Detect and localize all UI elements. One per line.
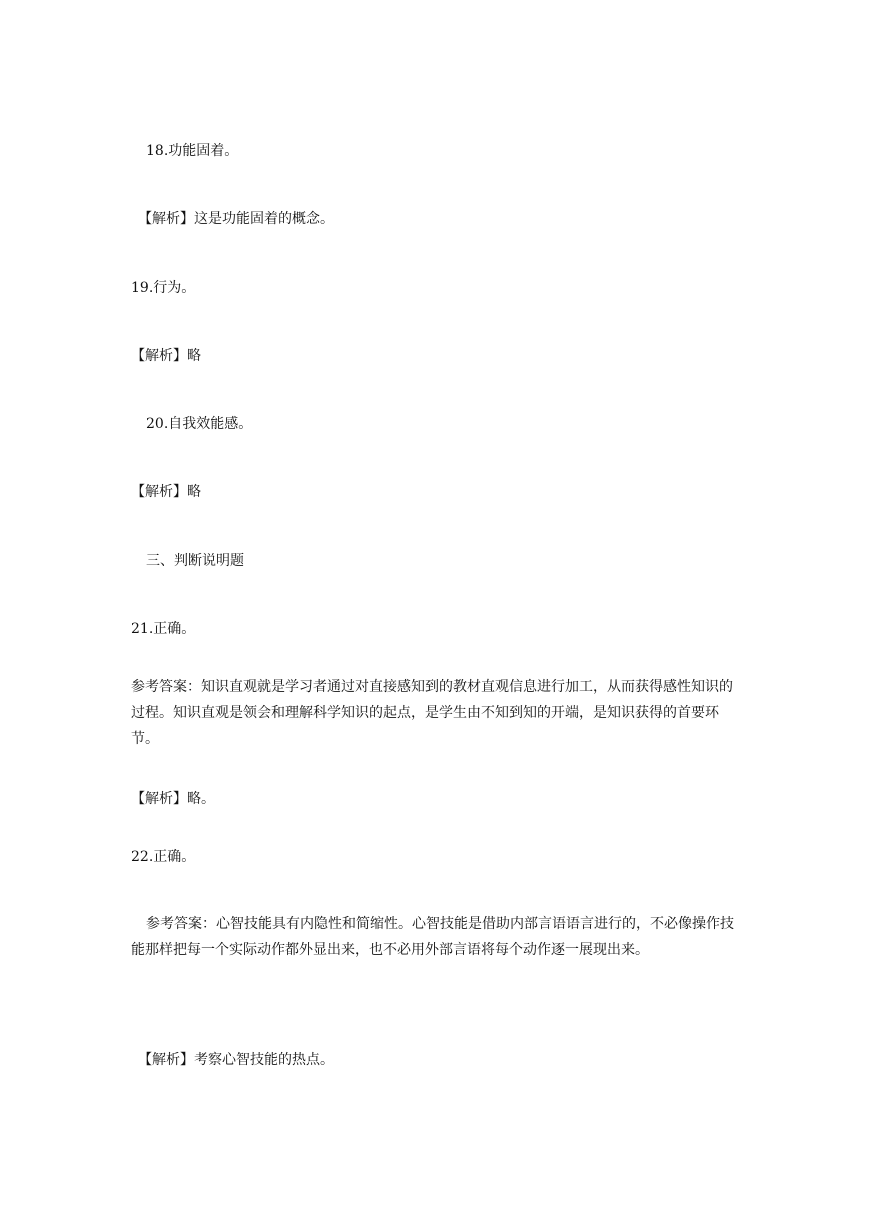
question-20-answer: 20.自我效能感。 [146,416,253,432]
question-20-explanation: 【解析】略 [131,484,201,500]
question-21-explanation: 【解析】略。 [131,791,215,807]
question-21-answer: 21.正确。 [131,621,196,637]
question-19-answer: 19.行为。 [131,280,196,296]
question-18-explanation: 【解析】这是功能固着的概念。 [138,211,334,227]
question-22-answer: 22.正确。 [131,849,196,865]
question-19-explanation: 【解析】略 [131,348,201,364]
section-heading-judgement: 三、判断说明题 [146,553,244,569]
question-18-answer: 18.功能固着。 [146,143,239,159]
question-22-reference-answer: 参考答案：心智技能具有内隐性和简缩性。心智技能是借助内部言语语言进行的，不必像操作技能那样把每一个实际动作都外显出来，也不必用外部言语将每个动作逐一展现出来。 [131,916,734,958]
question-22-explanation: 【解析】考察心智技能的热点。 [138,1052,334,1068]
question-21-reference-answer: 参考答案：知识直观就是学习者通过对直接感知到的教材直观信息进行加工，从而获得感性知识的过程。知识直观是领会和理解科学知识的起点，是学生由不知到知的开端，是知识获得的首要环节。 [131,679,733,747]
